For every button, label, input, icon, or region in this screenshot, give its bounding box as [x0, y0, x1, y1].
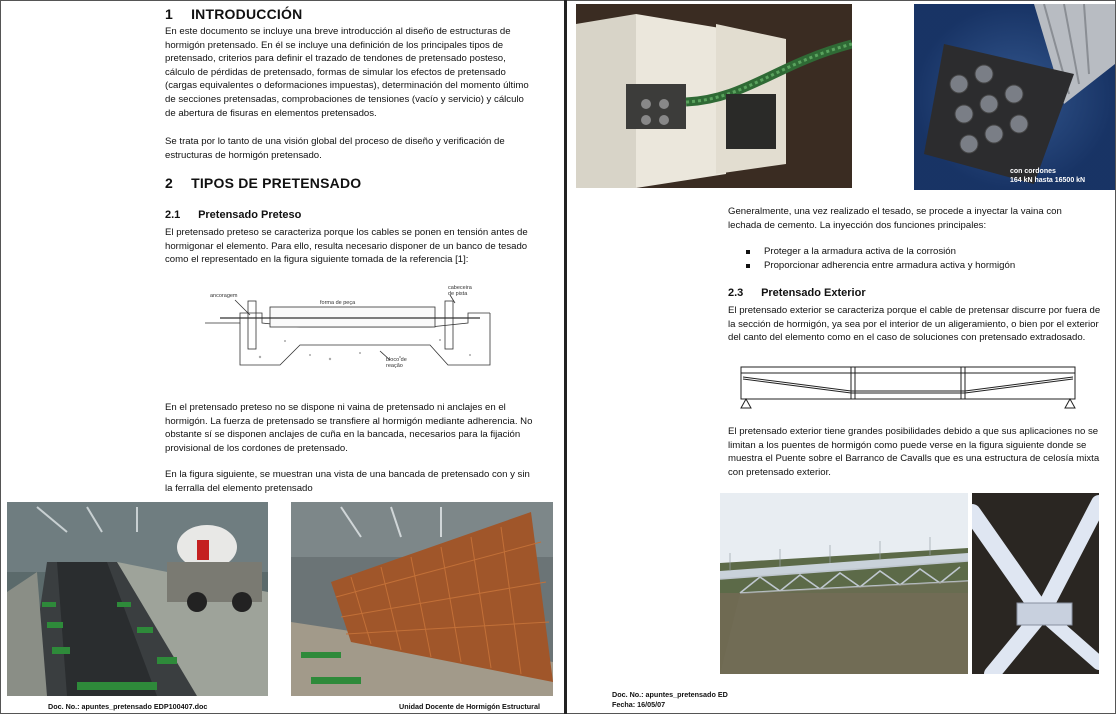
preteso-paragraph-2: En el pretensado preteso no se dispone ni vaina de pretensado ni anclajes en el hormigón. La fuerza de pretensado se transfiere al hormigón mediante adherencia. No obstante sí se disponen anclajes de cuña en la bancada, necesarios para la fijación provisional de los cordones de pretensado. [165, 402, 533, 454]
section-2-3-heading [728, 287, 866, 299]
prestressing-bed-diagram [200, 285, 495, 375]
intro-paragraph-1: En este documento se incluye una breve introducción al diseño de estructuras de hormigón pretensado. En él se incluye una definición de los principales tipos de pretensado, criterios para definir el trazado de tendones de pretensado posteso, cálculo de pérdidas de pretensado, formas de simular los efectos de pretensado (cargas equivalentes o deformaciones impuestas), determinación del momento último de secciones pretensadas, comprobaciones de tensiones (vacío y servicio) y cálculo de abertura de fisuras en elementos pretensados. [165, 26, 529, 119]
figure-label-pista: de pista [448, 291, 468, 297]
figure-label-ancoragem: ancoragem [210, 293, 238, 299]
anchorage-photo [576, 4, 852, 188]
section-2-heading [165, 175, 361, 191]
footer-doc-number: Doc. No.: apuntes_pretensado ED [612, 690, 728, 699]
prestressing-bed-photo [7, 502, 268, 696]
bridge-truss-photo [720, 493, 968, 674]
section-title: INTRODUCCIÓN [191, 6, 303, 22]
section-number: 2 [165, 175, 173, 191]
injection-paragraph: Generalmente, una vez realizado el tesado, se procede a inyectar la vaina con lechada de cemento. La inyección dos funciones principales: [728, 206, 1062, 231]
truss-node-photo [972, 493, 1099, 674]
footer-date: Fecha: 16/05/07 [612, 700, 666, 709]
section-number: 2.3 [728, 287, 744, 299]
list-item: Proporcionar adherencia entre armadura activa y hormigón [728, 259, 1098, 273]
section-2-1-heading [165, 209, 301, 221]
footer-unit: Unidad Docente de Hormigón Estructural [399, 702, 540, 711]
section-number: 1 [165, 6, 173, 22]
photo-caption-cordones: con cordones [1010, 168, 1056, 175]
section-title: TIPOS DE PRETENSADO [191, 175, 362, 191]
preteso-paragraph-1: El pretensado preteso se caracteriza porque los cables se ponen en tensión antes de hormigonar el elemento. Para ello, resulta necesario disponer de un banco de tesado como el representado en la figura siguiente tomada de la referencia [1]: [165, 227, 528, 266]
section-title: Pretensado Preteso [198, 209, 302, 221]
photo-caption-range: 164 kN hasta 16500 kN [1010, 177, 1086, 184]
figure-label-bloco: bloco de [386, 357, 407, 363]
strand-anchor-photo [914, 4, 1115, 190]
section-title: Pretensado Exterior [761, 287, 866, 299]
figure-label-reacao: reação [386, 363, 403, 369]
rebar-cage-photo [291, 502, 553, 696]
intro-paragraph-2: Se trata por lo tanto de una visión global del proceso de diseño y verificación de estructuras de hormigón pretensado. [165, 136, 505, 161]
injection-functions-list [728, 245, 1098, 273]
preteso-paragraph-3: En la figura siguiente, se muestran una vista de una bancada de pretensado con y sin la ferralla del elemento pretensado [165, 469, 530, 494]
exterior-paragraph-1: El pretensado exterior se caracteriza porque el cable de pretensar discurre por fuera de la sección de hormigón, ya sea por el interior de un aligeramiento, o bien por el exterior del canto del elemento como en el caso de soluciones con pretensado extradosado. [728, 305, 1101, 344]
footer-doc-number: Doc. No.: apuntes_pretensado EDP100407.doc [48, 702, 208, 711]
figure-label-cabeceira: cabeceira [448, 285, 472, 291]
section-1-heading [165, 6, 302, 22]
right-page [567, 0, 1116, 714]
figure-label-forma: forma de peça [320, 300, 356, 306]
exterior-paragraph-2: El pretensado exterior tiene grandes posibilidades debido a que sus aplicaciones no se limitan a los puentes de hormigón como puede verse en la figura siguiente donde se muestra el Puente sobre el Barranco de Cavalls que es una estructura de celosía mixta con pretensado exterior. [728, 426, 1100, 478]
section-number: 2.1 [165, 209, 181, 221]
external-prestress-beam-diagram [739, 365, 1079, 411]
list-item: Proteger a la armadura activa de la corrosión [728, 245, 1098, 259]
